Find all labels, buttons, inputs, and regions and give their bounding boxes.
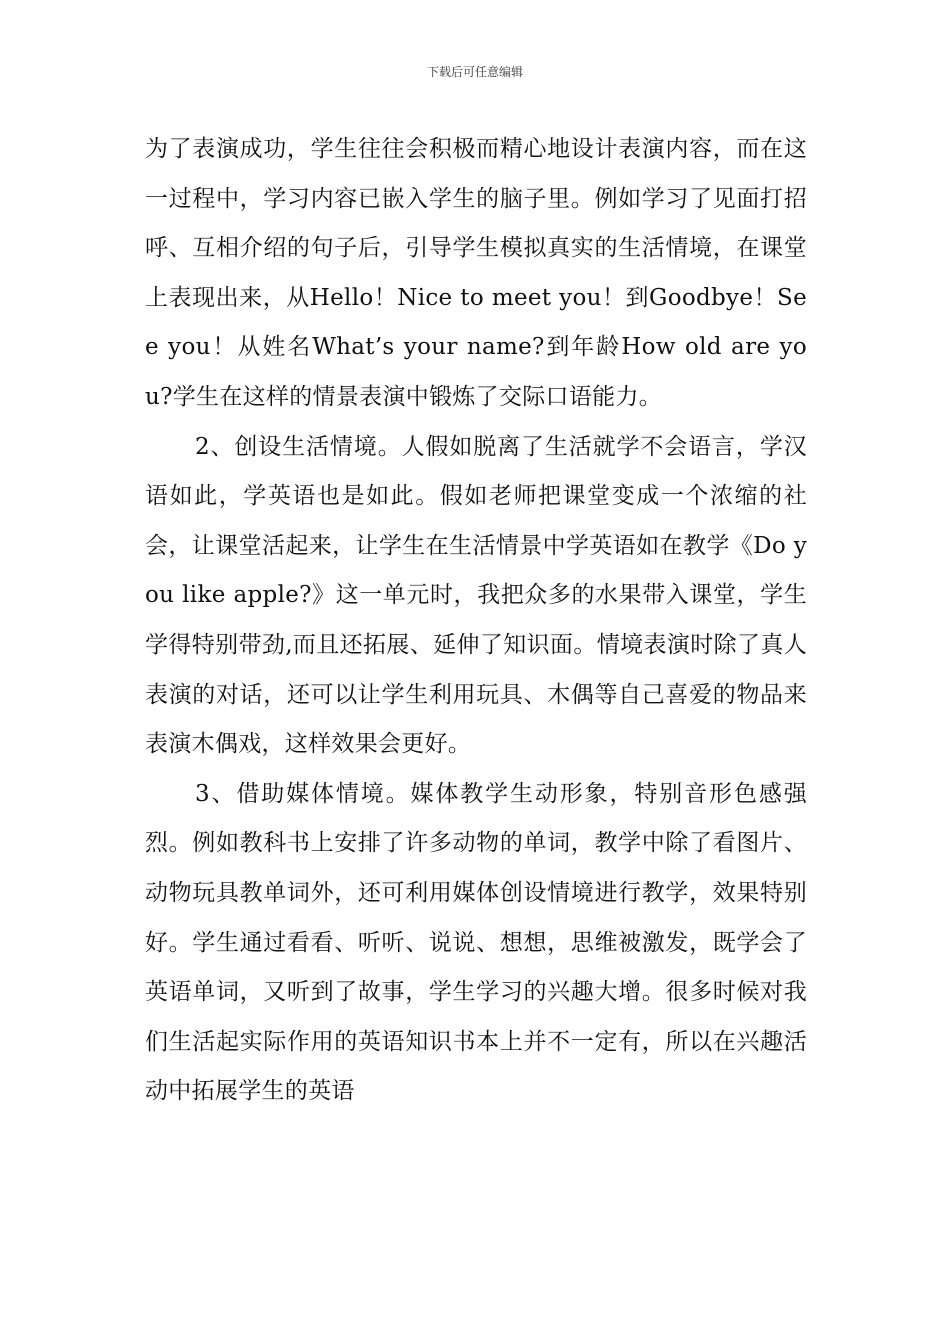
paragraph-life-situation: 2、创设生活情境。人假如脱离了生活就学不会语言，学汉语如此，学英语也是如此。假如老师把课堂变成一个浓缩的社会，让课堂活起来，让学生在生活情景中学英语如在教学《Do you like apple?》这一单元时，我把众多的水果带入课堂，学生学得特别带劲,而且还拓展、延伸了知识面。情境表演时除了真人表演的对话，还可以让学生利用玩具、木偶等自己喜爱的物品来表演木偶戏，这样效果会更好。 <box>145 433 807 758</box>
paragraph-performance: 为了表演成功，学生往往会积极而精心地设计表演内容，而在这一过程中，学习内容已嵌入学生的脑子里。例如学习了见面打招呼、互相介绍的句子后，引导学生模拟真实的生活情境，在课堂上表现出来，从Hello！Nice to meet you！到Goodbye！See you！从姓名What’s your name?到年龄How old are you?学生在这样的情景表演中锻炼了交际口语能力。 <box>145 136 807 410</box>
page-header: 下载后可任意编辑 <box>426 65 523 79</box>
document-body <box>145 125 807 1117</box>
paragraph-media-situation: 3、借助媒体情境。媒体教学生动形象，特别音形色感强烈。例如教科书上安排了许多动物的单词，教学中除了看图片、动物玩具教单词外，还可利用媒体创设情境进行教学，效果特别好。学生通过看看、听听、说说、想想，思维被激发，既学会了英语单词，又听到了故事，学生学习的兴趣大增。很多时候对我们生活起实际作用的英语知识书本上并不一定有，所以在兴趣活动中拓展学生的英语 <box>145 780 807 1105</box>
